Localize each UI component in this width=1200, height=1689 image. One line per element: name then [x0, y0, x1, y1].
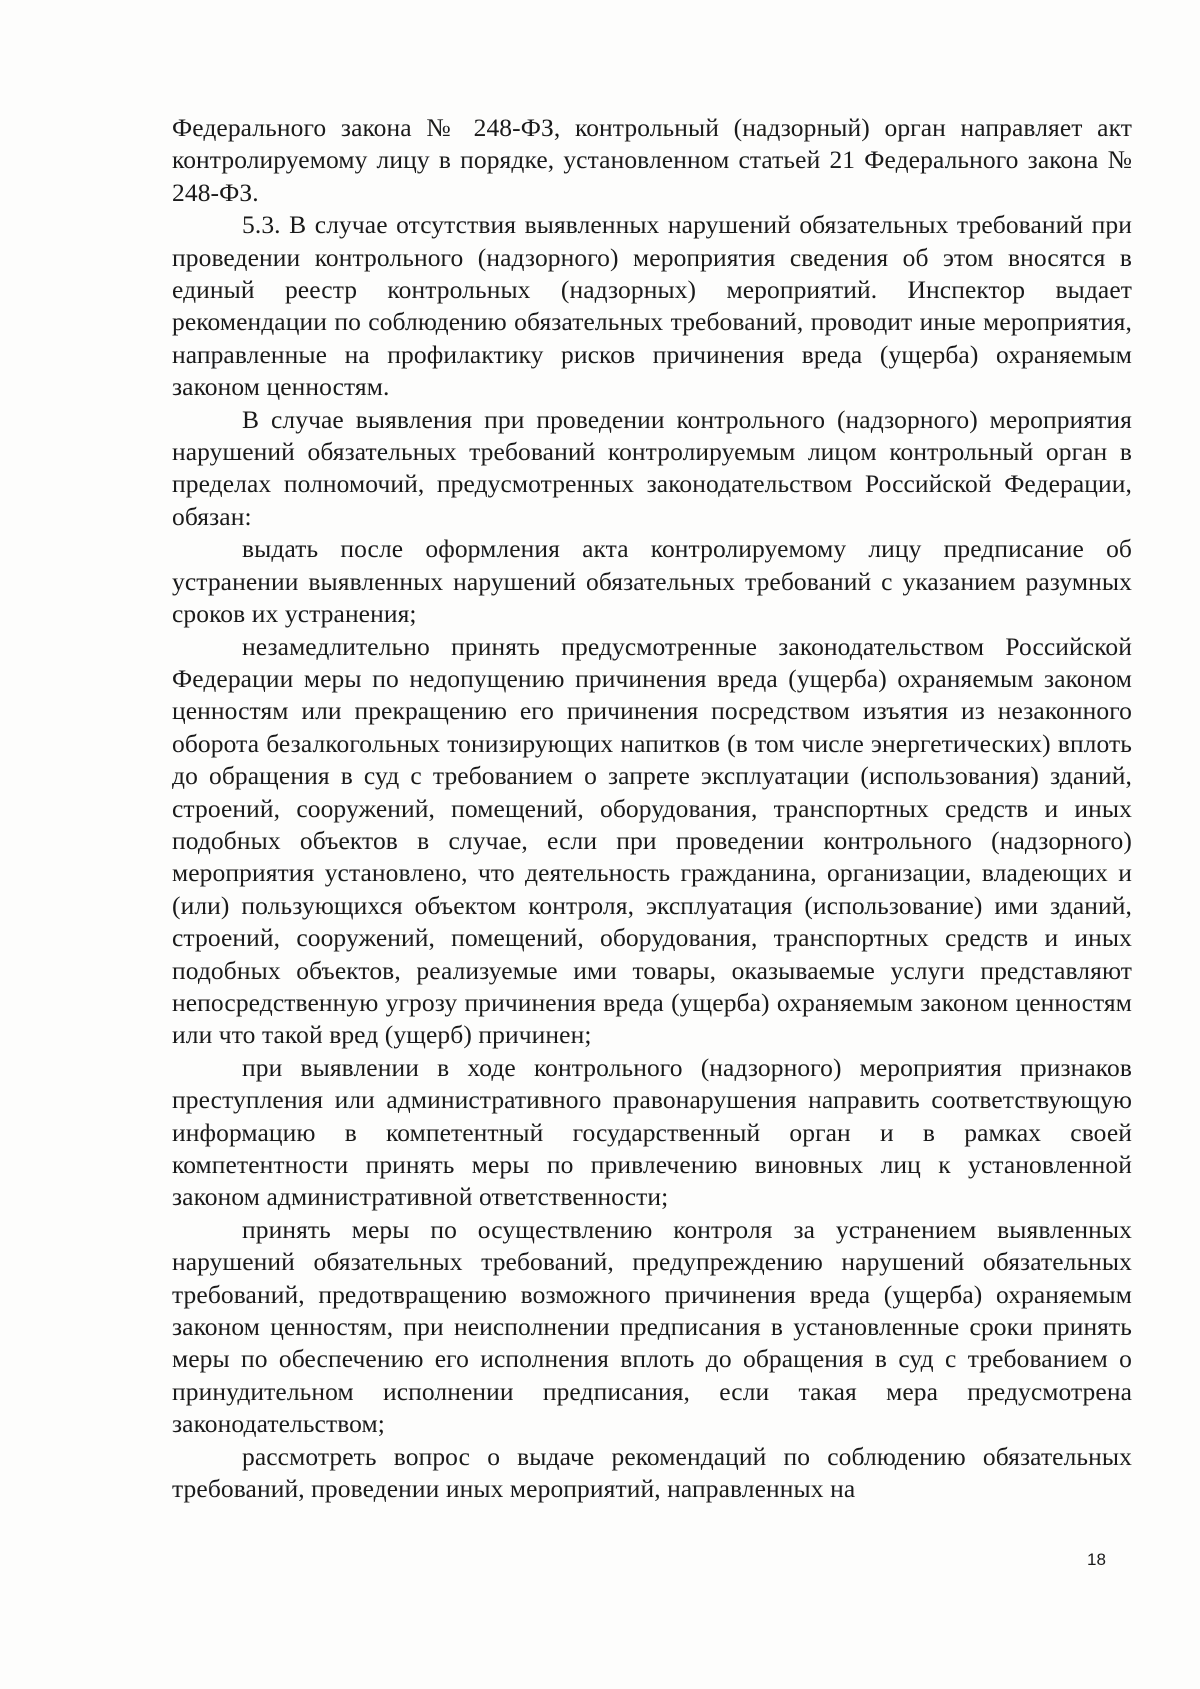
paragraph-violation-case: В случае выявления при проведении контрольного (надзорного) мероприятия нарушений обязательных требований контролируемым лицом контрольный орган в пределах полномочий, предусмотренных законодательством Российской Федерации, обязан: [172, 404, 1132, 531]
paragraph-immediate-measures: незамедлительно принять предусмотренные законодательством Российской Федерации меры по недопущению причинения вреда (ущерба) охраняемым законом ценностям или прекращению его причинения посредством изъятия из незаконного оборота безалкогольных тонизирующих напитков (в том числе энергетических) вплоть до обращения в суд с требованием о запрете эксплуатации (использования) зданий, строений, сооружений, помещений, оборудования, транспортных средств и иных подобных объектов в случае, если при проведении контрольного (надзорного) мероприятия установлено, что деятельность гражданина, организации, владеющих и (или) пользующихся объектом контроля, эксплуатация (использование) ими зданий, строений, сооружений, помещений, оборудования, транспортных средств и иных подобных объектов, реализуемые ими товары, оказываемые услуги представляют непосредственную угрозу причинения вреда (ущерба) охраняемым законом ценностям или что такой вред (ущерб) причинен; [172, 631, 1132, 1050]
page-number: 18 [1087, 1550, 1106, 1569]
paragraph-control-measures: принять меры по осуществлению контроля за устранением выявленных нарушений обязательных требований, предупреждению нарушений обязательных требований, предотвращению возможного причинения вреда (ущерба) охраняемым законом ценностям, при неисполнении предписания в установленные сроки принять меры по обеспечению его исполнения вплоть до обращения в суд с требованием о принудительном исполнении предписания, если такая мера предусмотрена законодательством; [172, 1214, 1132, 1439]
paragraph-crime-signs: при выявлении в ходе контрольного (надзорного) мероприятия признаков преступления или административного правонарушения направить соответствующую информацию в компетентный государственный орган и в рамках своей компетентности принять меры по привлечению виновных лиц к установленной законом административной ответственности; [172, 1052, 1132, 1212]
document-body [172, 112, 1132, 1505]
paragraph-continuation: Федерального закона № 248-ФЗ, контрольный (надзорный) орган направляет акт контролируемому лицу в порядке, установленном статьей 21 Федерального закона № 248-ФЗ. [172, 113, 1132, 207]
paragraph-recommendations: рассмотреть вопрос о выдаче рекомендаций по соблюдению обязательных требований, проведении иных мероприятий, направленных на [172, 1441, 1132, 1504]
paragraph-5-3: 5.3. В случае отсутствия выявленных нарушений обязательных требований при проведении контрольного (надзорного) мероприятия сведения об этом вносятся в единый реестр контрольных (надзорных) мероприятий. Инспектор выдает рекомендации по соблюдению обязательных требований, проводит иные мероприятия, направленные на профилактику рисков причинения вреда (ущерба) охраняемым законом ценностям. [172, 210, 1132, 402]
paragraph-issue-order: выдать после оформления акта контролируемому лицу предписание об устранении выявленных нарушений обязательных требований с указанием разумных сроков их устранения; [172, 534, 1132, 629]
